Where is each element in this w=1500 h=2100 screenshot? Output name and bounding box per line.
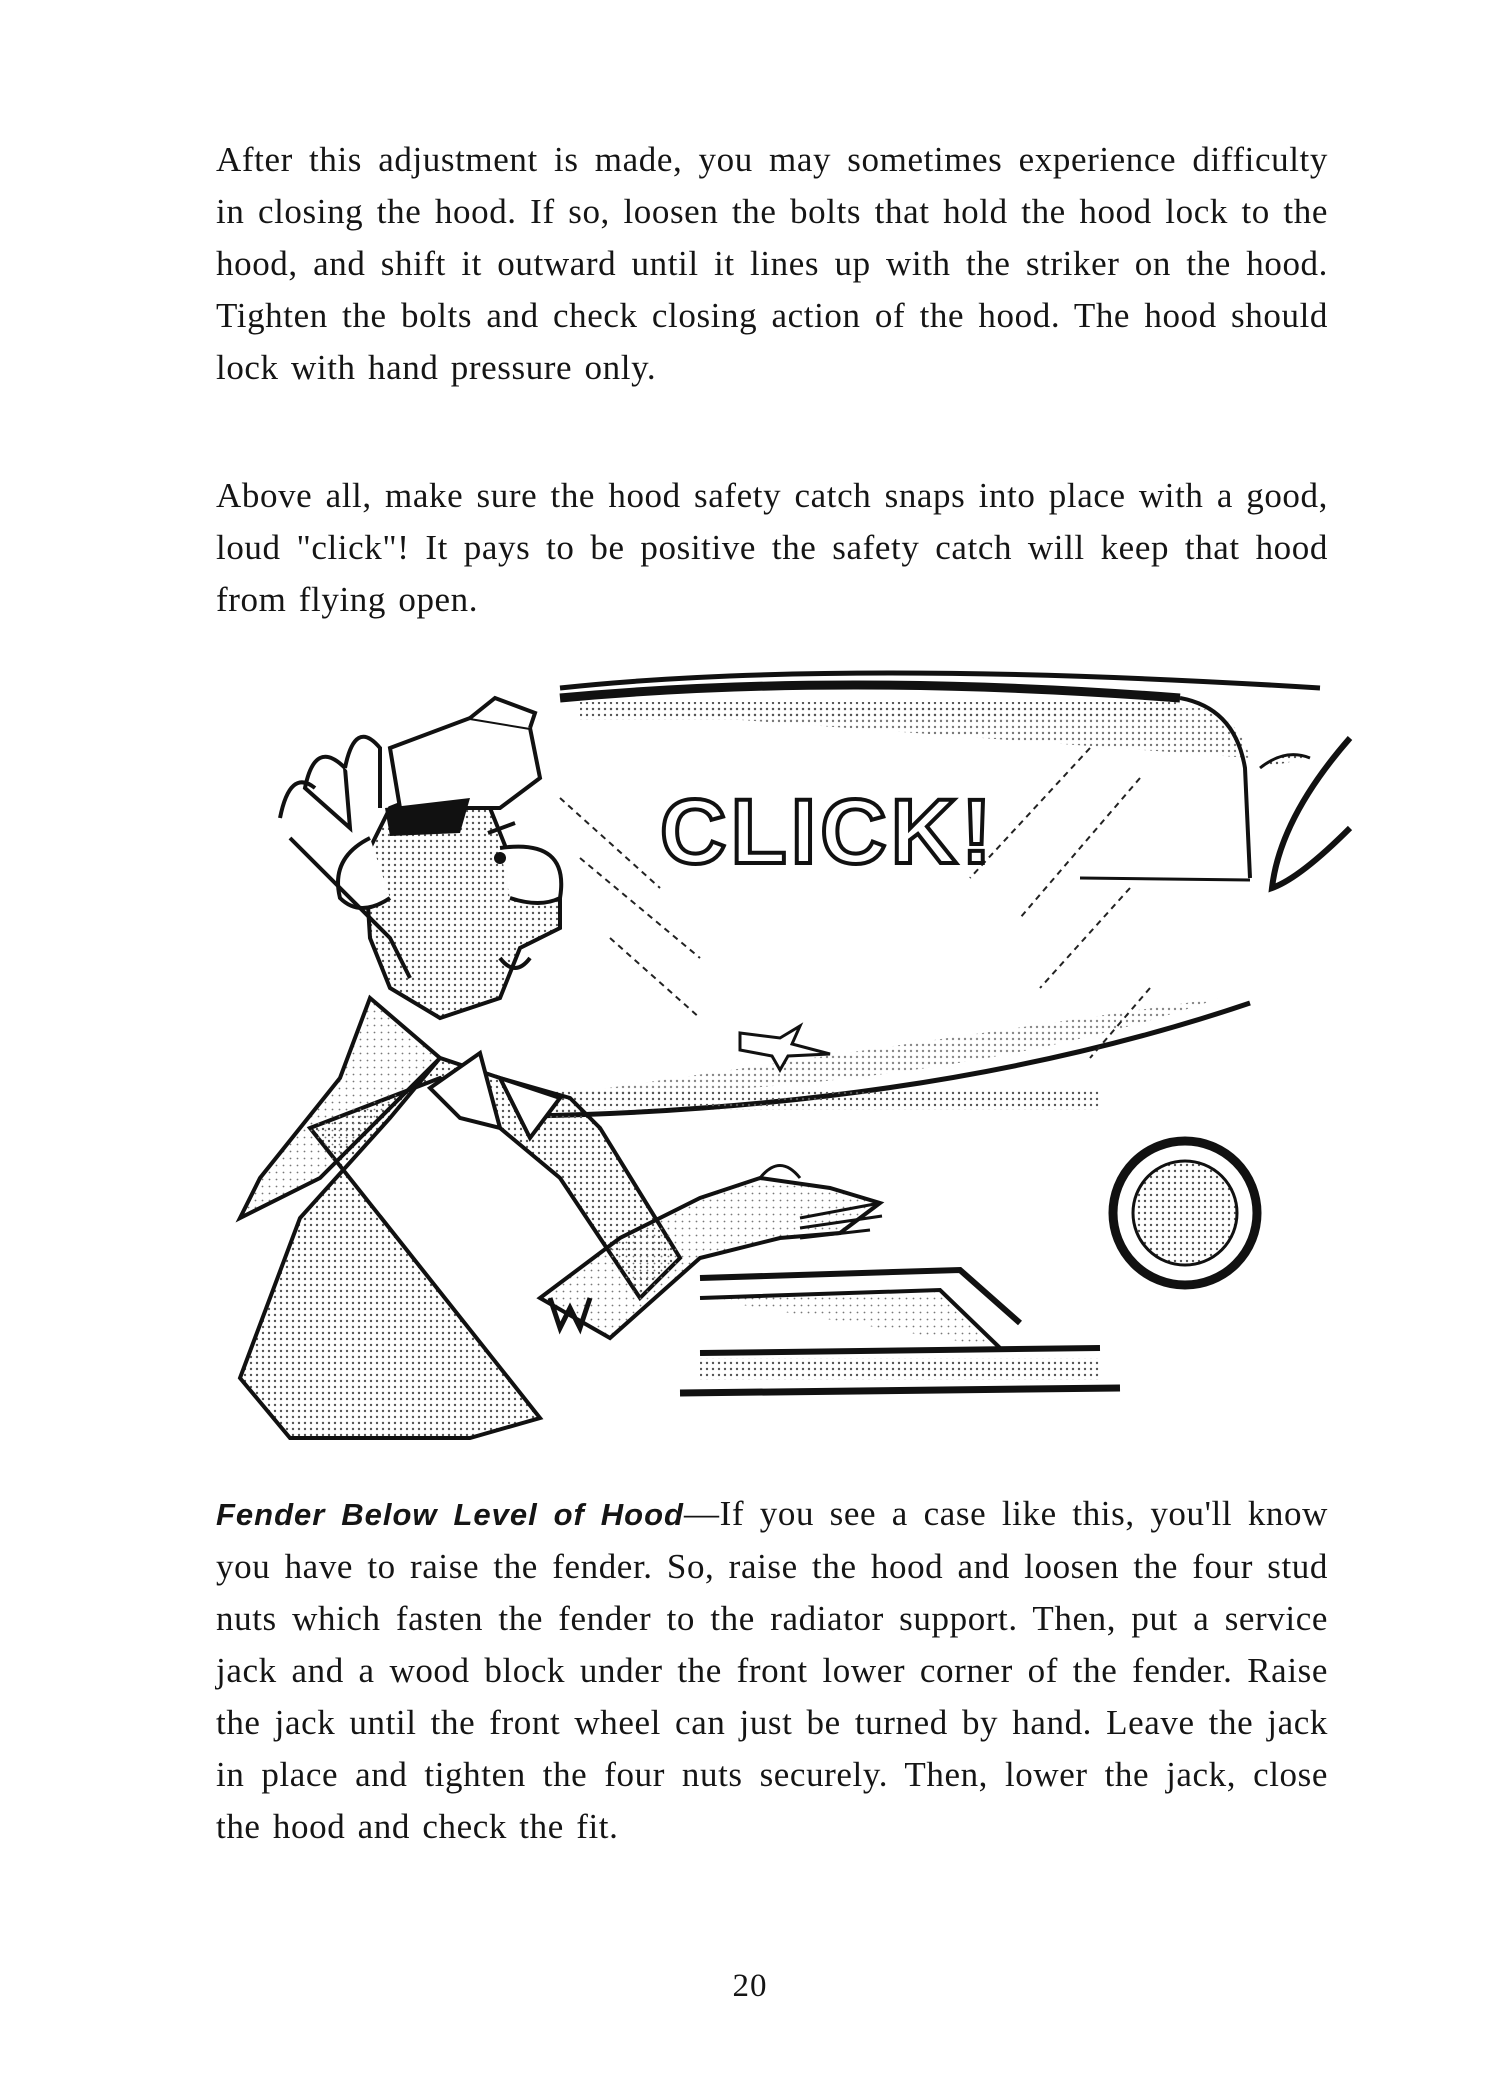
headlight [1113, 1141, 1257, 1285]
page-number: 20 [732, 1968, 768, 2004]
paragraph-fender-below-hood [216, 1488, 1328, 1853]
heading-dash: — [683, 1494, 720, 1533]
fender-lines [680, 1270, 1120, 1393]
car-hood [530, 673, 1350, 1116]
section-heading: Fender Below Level of Hood [216, 1497, 684, 1532]
section-body: If you see a case like this, you'll know you have to raise the fender. So, raise the hood and loosen the four stud nuts which fasten the fender to the radiator support. Then, put a service jack and a wood block under the front lower corner of the fender. Raise the jack until the front wheel can just be turned by hand. Leave the jack in place and tighten the four nuts securely. Then, lower the jack, close the hood and check the fit. [216, 1494, 1328, 1846]
click-sound-effect: CLICK! [660, 781, 996, 883]
mechanic-hood-illustration [140, 658, 1360, 1458]
paragraph-hood-adjustment: After this adjustment is made, you may sometimes experience difficulty in closing the hood. If so, loosen the bolts that hold the hood lock to the hood, and shift it outward until it lines up with the striker on the hood. Tighten the bolts and check closing action of the hood. The hood should lock with hand pressure only. [216, 140, 1328, 387]
paragraph-safety-catch: Above all, make sure the hood safety catch snaps into place with a good, loud "click"! It pays to be positive the safety catch will keep that hood from flying open. [216, 476, 1328, 619]
